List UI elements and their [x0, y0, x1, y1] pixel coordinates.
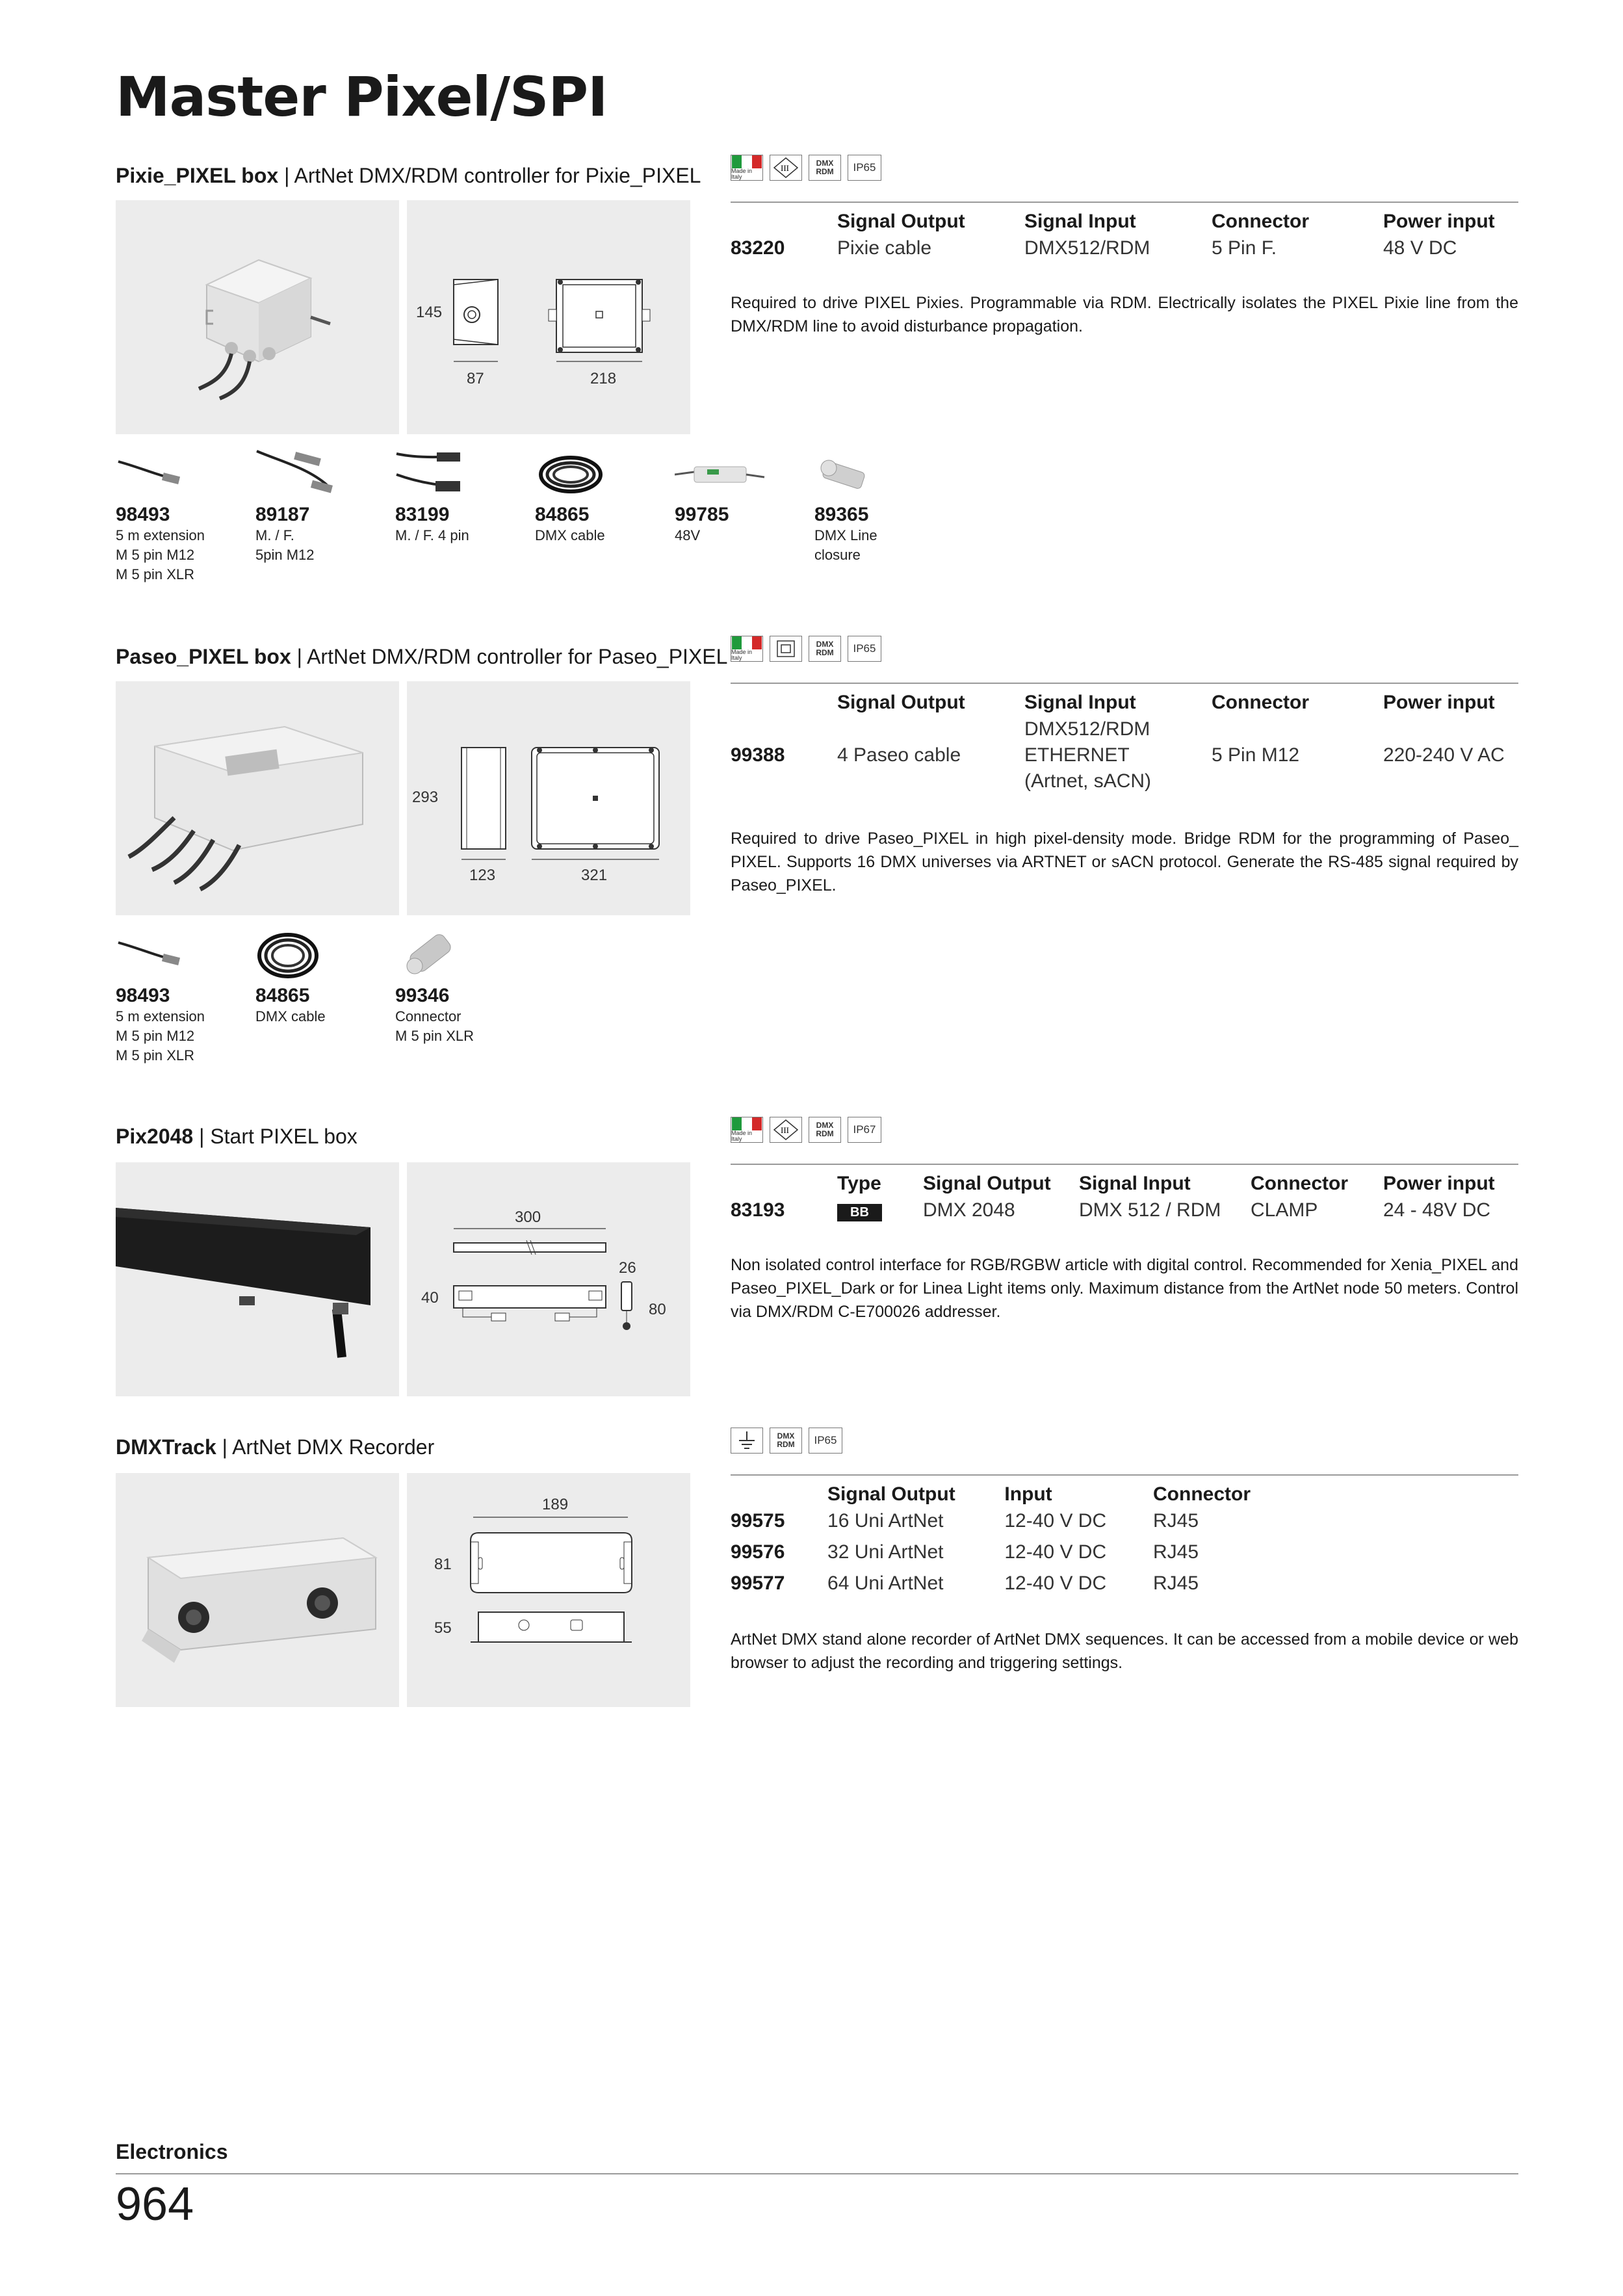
coiled-cable-icon — [255, 930, 327, 982]
m12-4pin-connector-icon — [395, 449, 467, 501]
product-subtitle: ArtNet DMX Recorder — [232, 1435, 435, 1459]
ip65-badge: IP65 — [848, 155, 881, 181]
spec-table-paseo — [731, 685, 1518, 797]
xlr-connector-icon — [395, 930, 460, 982]
product-photo-pix2048 — [116, 1162, 399, 1396]
dim-depth: 123 — [469, 867, 496, 884]
table-header: Type Signal Output Signal Input Connector Power input — [837, 1173, 1495, 1194]
product-name: Pix2048 — [116, 1125, 194, 1148]
italian-flag-icon — [732, 155, 762, 168]
table-row: 83220 Pixie cable DMX512/RDM 5 Pin F. 48 V DC — [731, 237, 1457, 259]
dmx-rdm-badge: DMX RDM — [809, 155, 841, 181]
pix2048-bar-photo-icon — [116, 1162, 399, 1396]
table-row: 99577 64 Uni ArtNet 12-40 V DC RJ45 — [731, 1572, 1199, 1594]
line-closure-icon — [814, 449, 879, 501]
table-row: 99576 32 Uni ArtNet 12-40 V DC RJ45 — [731, 1541, 1199, 1563]
paseo-box-photo-icon — [116, 681, 399, 915]
product-description: ArtNet DMX stand alone recorder of ArtNet DMX sequences. It can be accessed from a mobile device or web browser to adjust the recording and triggering settings. — [731, 1630, 1518, 1672]
footer-category: Electronics — [116, 2140, 228, 2163]
power-supply-icon — [675, 449, 766, 501]
earth-ground-icon — [736, 1430, 758, 1451]
made-in-italy-badge: Made in Italy — [731, 1117, 763, 1143]
pixie-box-photo-icon — [116, 200, 399, 434]
accessory-item: 83199 M. / F. 4 pin — [395, 449, 532, 545]
product-description: Required to drive Paseo_PIXEL in high pixel-density mode. Bridge RDM for the programming of Paseo_ PIXEL. Supports 16 DMX universes via ARTNET or sACN protocol. Generate the RS-485 signal required by Paseo_PIXEL. — [731, 829, 1518, 894]
product-photo-dmxtrack — [116, 1473, 399, 1707]
technical-drawing-paseo — [407, 681, 690, 915]
earth-badge — [731, 1428, 763, 1454]
dim-height: 145 — [416, 304, 443, 321]
svg-text:III: III — [781, 1125, 789, 1135]
svg-text:III: III — [781, 163, 789, 173]
accessory-item: 98493 5 m extension M 5 pin M12 M 5 pin XLR — [116, 449, 252, 584]
divider — [731, 683, 1518, 684]
accessory-item: 89187 M. / F. 5pin M12 — [255, 449, 392, 565]
divider — [731, 1164, 1518, 1165]
table-header: Signal Output Signal Input Connector Power input — [837, 692, 1495, 713]
product-subtitle: ArtNet DMX/RDM controller for Paseo_PIXEL — [307, 645, 728, 668]
product-photo-paseo — [116, 681, 399, 915]
dim-width: 218 — [590, 370, 617, 387]
class-iii-icon — [773, 1119, 799, 1141]
divider — [731, 202, 1518, 203]
table-row: 99575 16 Uni ArtNet 12-40 V DC RJ45 — [731, 1510, 1199, 1532]
type-badge: BB — [837, 1204, 882, 1221]
made-in-italy-badge: Made in Italy — [731, 636, 763, 662]
class-ii-badge — [770, 636, 802, 662]
divider — [731, 1474, 1518, 1476]
dim-length: 300 — [515, 1208, 541, 1226]
double-insulation-icon — [776, 640, 796, 658]
dim-depth: 55 — [434, 1619, 452, 1637]
table-header: Signal Output Input Connector — [827, 1483, 1251, 1505]
accessory-item: 98493 5 m extension M 5 pin M12 M 5 pin XLR — [116, 930, 252, 1065]
section-title-dmxtrack: DMXTrack | ArtNet DMX Recorder — [116, 1435, 435, 1459]
product-name: DMXTrack — [116, 1435, 216, 1459]
accessories-pixie — [116, 449, 928, 605]
section-title-pixie: Pixie_PIXEL box | ArtNet DMX/RDM controller for Pixie_PIXEL — [116, 164, 701, 187]
ip65-badge: IP65 — [848, 636, 881, 662]
accessory-item: 84865 DMX cable — [535, 449, 671, 545]
class-iii-icon — [773, 157, 799, 179]
dmxtrack-box-photo-icon — [116, 1473, 399, 1707]
technical-drawing-pixie — [407, 200, 690, 434]
dmx-rdm-badge: DMX RDM — [809, 1117, 841, 1143]
m12-cable-icon — [255, 449, 340, 501]
section-title-pix2048: Pix2048 | Start PIXEL box — [116, 1125, 357, 1148]
product-subtitle: Start PIXEL box — [210, 1125, 357, 1148]
dim-side: 80 — [649, 1301, 666, 1318]
spec-table-pixie — [731, 204, 1518, 264]
dim-depth: 87 — [467, 370, 484, 387]
made-in-italy-badge: Made in Italy — [731, 155, 763, 181]
dim-depth: 26 — [619, 1259, 636, 1277]
ip67-badge: IP67 — [848, 1117, 881, 1143]
spec-table-pix2048 — [731, 1166, 1518, 1226]
dmx-rdm-badge: DMX RDM — [809, 636, 841, 662]
page-number: 964 — [116, 2178, 194, 2230]
section-title-paseo: Paseo_PIXEL box | ArtNet DMX/RDM controller for Paseo_PIXEL — [116, 645, 728, 668]
table-header: Signal Output Signal Input Connector Power input — [837, 211, 1495, 232]
class-iii-badge — [770, 1117, 802, 1143]
spec-table-dmxtrack — [731, 1477, 1251, 1599]
product-subtitle: ArtNet DMX/RDM controller for Pixie_PIXEL — [294, 164, 701, 187]
product-name: Paseo_PIXEL box — [116, 645, 291, 668]
accessory-item: 84865 DMX cable — [255, 930, 392, 1026]
extension-cable-icon — [116, 930, 181, 982]
dmx-rdm-badge: DMX RDM — [770, 1428, 802, 1454]
product-photo-pixie — [116, 200, 399, 434]
page-title: Master Pixel/SPI — [116, 65, 608, 129]
ip65-badge: IP65 — [809, 1428, 842, 1454]
technical-drawing-dmxtrack — [407, 1473, 690, 1707]
dim-height: 81 — [434, 1556, 452, 1573]
extension-cable-icon — [116, 449, 181, 501]
accessories-paseo — [116, 930, 571, 1086]
product-description: Required to drive PIXEL Pixies. Programmable via RDM. Electrically isolates the PIXEL Pixie line from the DMX/RDM line to avoid disturbance propagation. — [731, 294, 1518, 335]
accessory-item: 99346 Connector M 5 pin XLR — [395, 930, 532, 1046]
italian-flag-icon — [732, 636, 762, 649]
product-description: Non isolated control interface for RGB/RGBW article with digital control. Recommended for Xenia_PIXEL and Paseo_PIXEL_Dark or for Linea Light items only. Maximum distance from the ArtNet node 50 meters. Control via DMX/RDM C-E700026 addresser. — [731, 1256, 1518, 1321]
italian-flag-icon — [732, 1117, 762, 1130]
dim-height: 40 — [421, 1289, 439, 1307]
table-row: 83193 BB DMX 2048 DMX 512 / RDM CLAMP 24 - 48V DC — [731, 1199, 1491, 1221]
table-row: 99388 4 Paseo cable DMX512/RDM ETHERNET (Artnet, sACN) 5 Pin M12 220-240 V AC — [731, 718, 1505, 792]
class-iii-badge — [770, 155, 802, 181]
dim-width: 321 — [581, 867, 608, 884]
accessory-item: 89365 DMX Line closure — [814, 449, 951, 565]
dim-height: 293 — [412, 789, 439, 806]
technical-drawing-pix2048 — [407, 1162, 690, 1396]
coiled-cable-icon — [535, 449, 606, 501]
dim-width: 189 — [542, 1496, 569, 1513]
accessory-item: 99785 48V — [675, 449, 811, 545]
footer-divider — [116, 2173, 1518, 2174]
product-name: Pixie_PIXEL box — [116, 164, 279, 187]
